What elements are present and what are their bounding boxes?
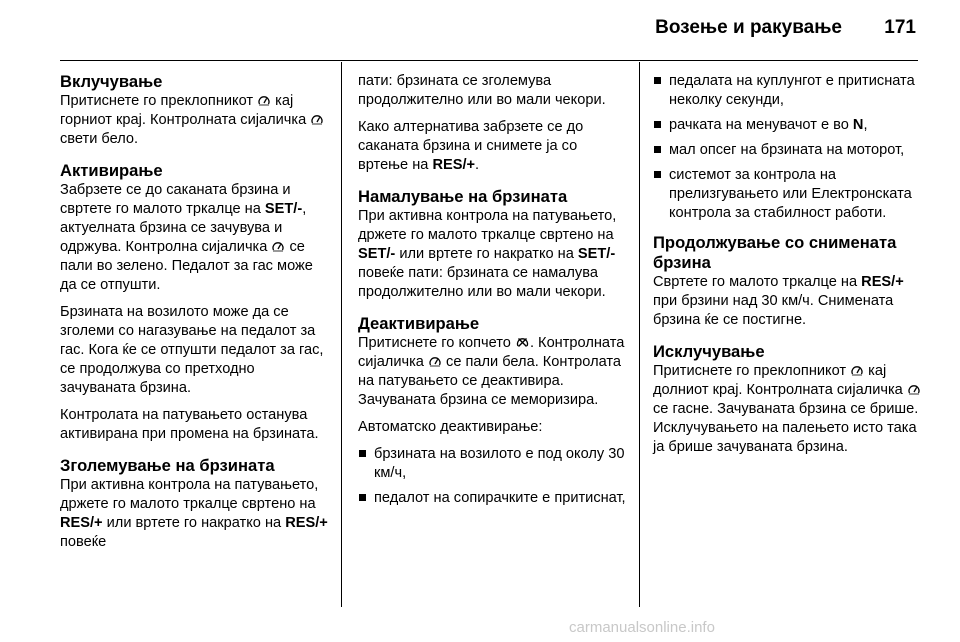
paragraph: Притиснете го копчето . Контролната сијаличка се пали бела. Контролата на патувањето се деактивира. Зачуваната брзина се меморизира.: [358, 335, 625, 408]
section-decrease-speed: [358, 187, 630, 302]
section-heading: Деактивирање: [358, 314, 480, 333]
paragraph: Контролата на патувањето останува активирана при промена на брзината.: [60, 407, 319, 442]
paragraph: Автоматско деактивирање:: [358, 419, 543, 435]
header-rule: [60, 60, 918, 61]
page-number: 171: [884, 17, 916, 38]
section-switch-on: [60, 72, 332, 149]
paragraph: При активна контрола на патувањето, држете го малото тркалце свртено на RES/+ или вртете го накратко на RES/+ повеќе: [60, 477, 328, 550]
section-heading: Продолжување со снимената брзина: [653, 233, 897, 272]
section-heading: Исклучување: [653, 342, 765, 361]
column-1: [60, 72, 332, 564]
list-item: педалот на сопирачките е притиснат,: [358, 489, 630, 508]
watermark: carmanualsonline.info: [569, 619, 715, 636]
paragraph: пати: брзината се зголемува продолжително или во мали чекори.: [358, 73, 606, 108]
cruise-control-icon: [272, 241, 284, 252]
paragraph: Свртете го малото тркалце на RES/+ при брзини над 30 км/ч. Снимената брзина ќе се постигне.: [653, 274, 904, 328]
paragraph: При активна контрола на патувањето, држете го малото тркалце свртено на SET/- или вртете го накратко на SET/- повеќе пати: брзината се намалува продолжително или во мали чекори.: [358, 208, 617, 300]
cruise-control-icon: [908, 384, 920, 395]
section-switch-off: [653, 342, 921, 457]
paragraph: Како алтернатива забрзете се до саканата брзина и снимете ја со вртење на RES/+.: [358, 119, 584, 173]
list-item: мал опсег на брзината на моторот,: [653, 141, 921, 160]
paragraph: Брзината на возилото може да се зголеми со нагазување на педалот за гас. Кога ќе се отпушти педалот за гас, се продолжува со претходно зачуваната брзина.: [60, 304, 324, 396]
section-heading: Вклучување: [60, 72, 163, 91]
paragraph: Притиснете го преклопникот кај долниот крај. Контролната сијаличка се гасне. Зачуваната брзина се брише. Исклучувањето на палењето исто така ја брише зачуваната брзина.: [653, 363, 919, 455]
list-item: системот за контрола на прелизгувањето или Електронската контрола за стабилност работи.: [653, 166, 921, 223]
section-deactivation: [358, 314, 630, 508]
bullet-list: [653, 72, 921, 223]
section-resume-speed: [653, 233, 921, 330]
column-3: [653, 72, 921, 469]
list-item: педалата на куплунгот е притисната неколку секунди,: [653, 72, 921, 110]
column-2: [358, 72, 630, 520]
cruise-control-icon: [851, 365, 863, 376]
column-divider-2: [639, 62, 640, 607]
page-header-title: Возење и ракување: [655, 17, 842, 38]
cruise-control-icon: [311, 114, 323, 125]
cruise-control-icon: [258, 95, 270, 106]
section-heading: Активирање: [60, 161, 163, 180]
paragraph: Притиснете го преклопникот кај горниот крај. Контролната сијаличка свети бело.: [60, 92, 332, 149]
bullet-list: [358, 445, 630, 508]
list-item: рачката на менувачот е во N,: [653, 116, 921, 135]
section-heading: Зголемување на брзината: [60, 456, 275, 475]
section-activation: [60, 161, 332, 444]
cruise-control-icon: [429, 356, 441, 367]
column-divider-1: [341, 62, 342, 607]
list-item: брзината на возилото е под околу 30 км/ч,: [358, 445, 630, 483]
cancel-icon: [516, 337, 529, 348]
paragraph: Забрзете се до саканата брзина и свртете го малото тркалце на SET/-, актуелната брзина се зачувува и одржува. Контролна сијаличка се пали во зелено. Педалот за гас може да се отпушти.: [60, 182, 313, 293]
section-increase-speed: [60, 456, 332, 552]
section-heading: Намалување на брзината: [358, 187, 568, 206]
